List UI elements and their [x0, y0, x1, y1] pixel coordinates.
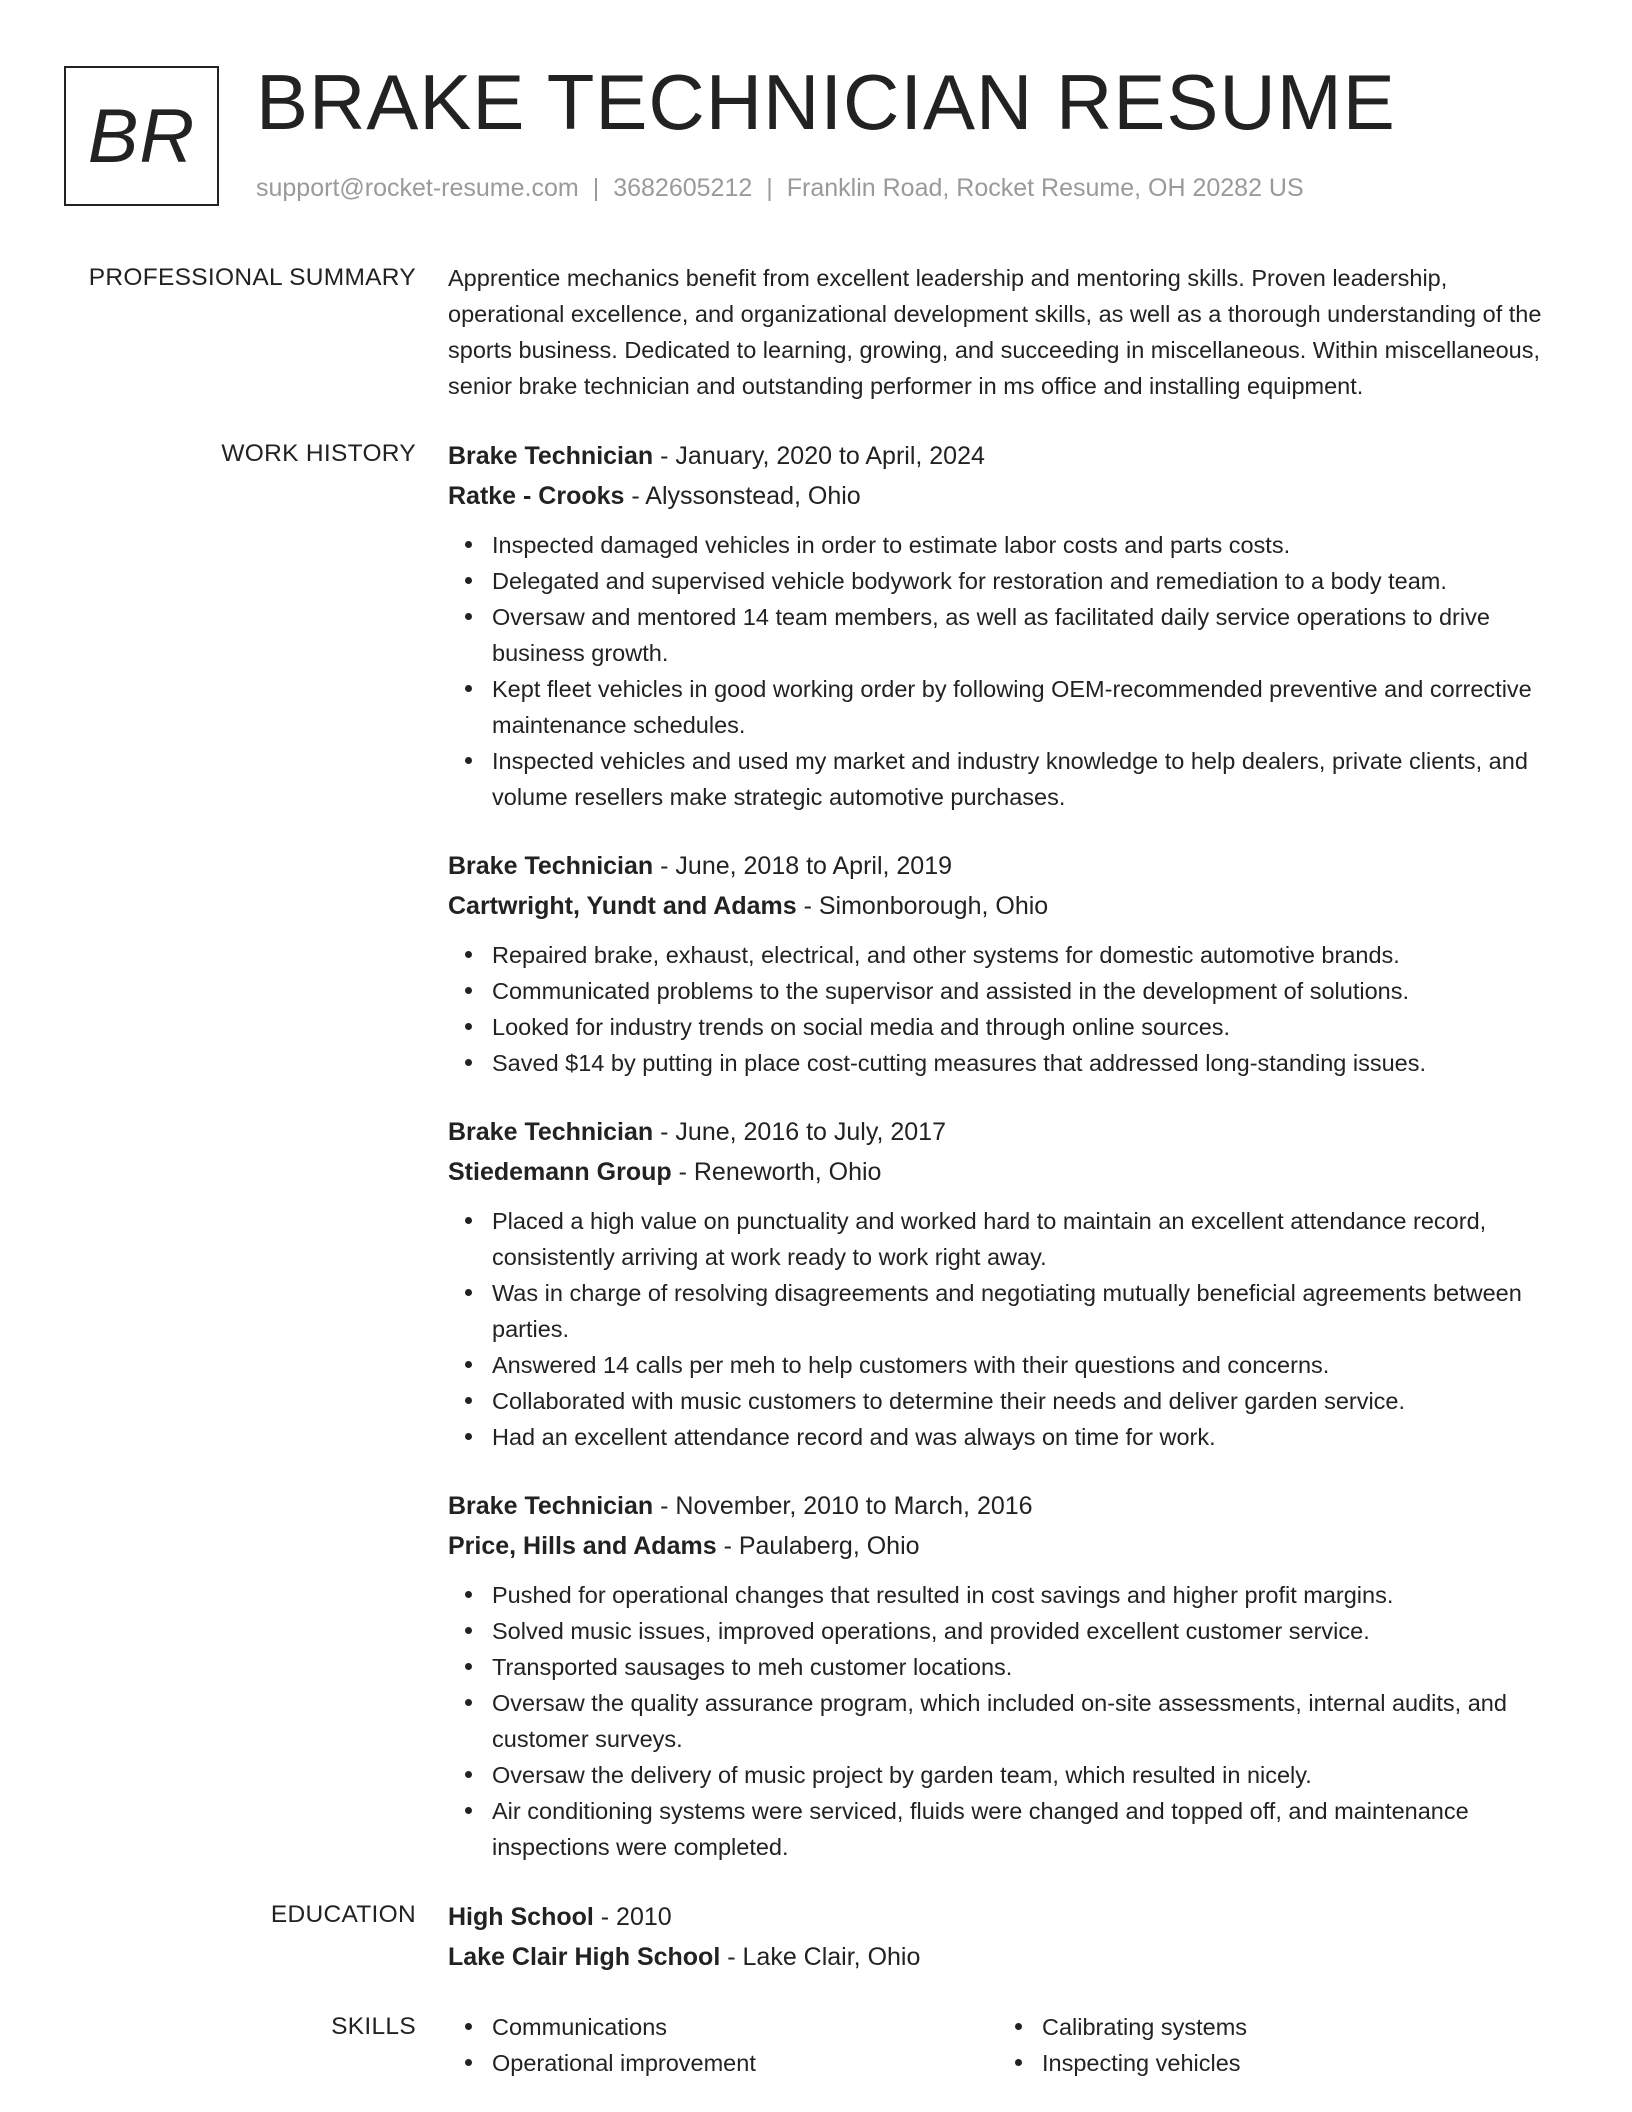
job-title: Brake Technician: [448, 442, 654, 470]
section-label: PROFESSIONAL SUMMARY: [88, 264, 416, 291]
bullet-item: Oversaw the quality assurance program, which included on-site assessments, internal audits, and customer surveys.: [492, 1685, 1568, 1757]
company-name: Ratke - Crooks: [448, 482, 625, 510]
contact-phone[interactable]: 3682605212: [613, 174, 753, 202]
bullet-item: Repaired brake, exhaust, electrical, and other systems for domestic automotive brands.: [492, 937, 1568, 973]
company-line: [448, 476, 1568, 516]
bullet-item: Inspected vehicles and used my market and industry knowledge to help dealers, private clients, and volume resellers make strategic automotive purchases.: [492, 743, 1568, 815]
degree-year: - 2010: [600, 1903, 672, 1931]
bullet-item: Collaborated with music customers to determine their needs and deliver garden service.: [492, 1383, 1568, 1419]
bullet-item: Looked for industry trends on social media and through online sources.: [492, 1009, 1568, 1045]
bullet-item: Air conditioning systems were serviced, fluids were changed and topped off, and maintenance inspections were completed.: [492, 1793, 1568, 1865]
degree: High School: [448, 1903, 594, 1931]
job-dates: - June, 2016 to July, 2017: [660, 1118, 946, 1146]
bullet-item: Oversaw and mentored 14 team members, as well as facilitated daily service operations to drive business growth.: [492, 599, 1568, 671]
section-body: [448, 260, 1568, 404]
job-entry: [448, 1486, 1568, 1865]
company-name: Stiedemann Group: [448, 1158, 672, 1186]
contact-separator: |: [592, 174, 600, 202]
section-body: [448, 2009, 1568, 2081]
company-location: - Alyssonstead, Ohio: [631, 482, 861, 510]
job-title-line: [448, 846, 1568, 886]
company-line: [448, 886, 1568, 926]
resume-title: BRAKE TECHNICIAN RESUME: [256, 58, 1396, 146]
section-professional-summary: [0, 260, 1632, 404]
bullet-item: Transported sausages to meh customer locations.: [492, 1649, 1568, 1685]
contact-line: [256, 174, 1304, 203]
company-name: Cartwright, Yundt and Adams: [448, 892, 797, 920]
job-dates: - June, 2018 to April, 2019: [660, 852, 953, 880]
section-education: [0, 1897, 1632, 1977]
job-bullets: [448, 1577, 1568, 1865]
job-title-line: [448, 1486, 1568, 1526]
school-location: - Lake Clair, Ohio: [727, 1943, 921, 1971]
skill-item: Calibrating systems: [1042, 2009, 1592, 2045]
section-body: [448, 1897, 1568, 1977]
bullet-item: Delegated and supervised vehicle bodywork for restoration and remediation to a body team.: [492, 563, 1568, 599]
section-skills: [0, 2009, 1632, 2081]
bullet-item: Pushed for operational changes that resulted in cost savings and higher profit margins.: [492, 1577, 1568, 1613]
job-bullets: [448, 937, 1568, 1081]
skill-item: Communications: [492, 2009, 1042, 2045]
school-line: [448, 1937, 1568, 1977]
bullet-item: Solved music issues, improved operations, and provided excellent customer service.: [492, 1613, 1568, 1649]
job-bullets: [448, 527, 1568, 815]
school-name: Lake Clair High School: [448, 1943, 721, 1971]
company-location: - Simonborough, Ohio: [803, 892, 1049, 920]
section-label: SKILLS: [331, 2013, 416, 2040]
job-entry: [448, 846, 1568, 1081]
section-body: [448, 436, 1568, 1897]
bullet-item: Kept fleet vehicles in good working order by following OEM-recommended preventive and corrective maintenance schedules.: [492, 671, 1568, 743]
bullet-item: Answered 14 calls per meh to help customers with their questions and concerns.: [492, 1347, 1568, 1383]
job-bullets: [448, 1203, 1568, 1455]
bullet-item: Was in charge of resolving disagreements and negotiating mutually beneficial agreements between parties.: [492, 1275, 1568, 1347]
company-name: Price, Hills and Adams: [448, 1532, 717, 1560]
bullet-item: Placed a high value on punctuality and worked hard to maintain an excellent attendance record, consistently arriving at work ready to work right away.: [492, 1203, 1568, 1275]
job-dates: - January, 2020 to April, 2024: [660, 442, 985, 470]
skill-item: Inspecting vehicles: [1042, 2045, 1592, 2081]
contact-separator: |: [766, 174, 773, 202]
job-title: Brake Technician: [448, 1118, 654, 1146]
monogram-initials: BR: [87, 93, 196, 179]
job-title-line: [448, 1112, 1568, 1152]
job-entry: [448, 1112, 1568, 1455]
job-title: Brake Technician: [448, 852, 654, 880]
bullet-item: Had an excellent attendance record and was always on time for work.: [492, 1419, 1568, 1455]
job-entry: [448, 436, 1568, 815]
company-location: - Reneworth, Ohio: [678, 1158, 882, 1186]
monogram-box: [64, 66, 219, 206]
section-label: EDUCATION: [270, 1901, 416, 1928]
summary-text: Apprentice mechanics benefit from excellent leadership and mentoring skills. Proven leadership, operational excellence, and organizational development skills, as well as a thorough understanding of the sports business. Dedicated to learning, growing, and succeeding in miscellaneous. Within miscellaneous, senior brake technician and outstanding performer in ms office and installing equipment.: [448, 265, 1542, 399]
contact-email[interactable]: support@rocket-resume.com: [256, 174, 579, 202]
resume-content: [0, 260, 1632, 2081]
section-label: WORK HISTORY: [221, 440, 416, 467]
bullet-item: Oversaw the delivery of music project by garden team, which resulted in nicely.: [492, 1757, 1568, 1793]
job-dates: - November, 2010 to March, 2016: [660, 1492, 1033, 1520]
bullet-item: Inspected damaged vehicles in order to estimate labor costs and parts costs.: [492, 527, 1568, 563]
company-line: [448, 1526, 1568, 1566]
contact-address: Franklin Road, Rocket Resume, OH 20282 US: [786, 174, 1304, 202]
company-line: [448, 1152, 1568, 1192]
section-work-history: [0, 436, 1632, 1897]
skills-list: [448, 2009, 1568, 2081]
degree-line: [448, 1897, 1568, 1937]
bullet-item: Saved $14 by putting in place cost-cutting measures that addressed long-standing issues.: [492, 1045, 1568, 1081]
company-location: - Paulaberg, Ohio: [723, 1532, 920, 1560]
bullet-item: Communicated problems to the supervisor and assisted in the development of solutions.: [492, 973, 1568, 1009]
job-title: Brake Technician: [448, 1492, 654, 1520]
job-title-line: [448, 436, 1568, 476]
skill-item: Operational improvement: [492, 2045, 1042, 2081]
